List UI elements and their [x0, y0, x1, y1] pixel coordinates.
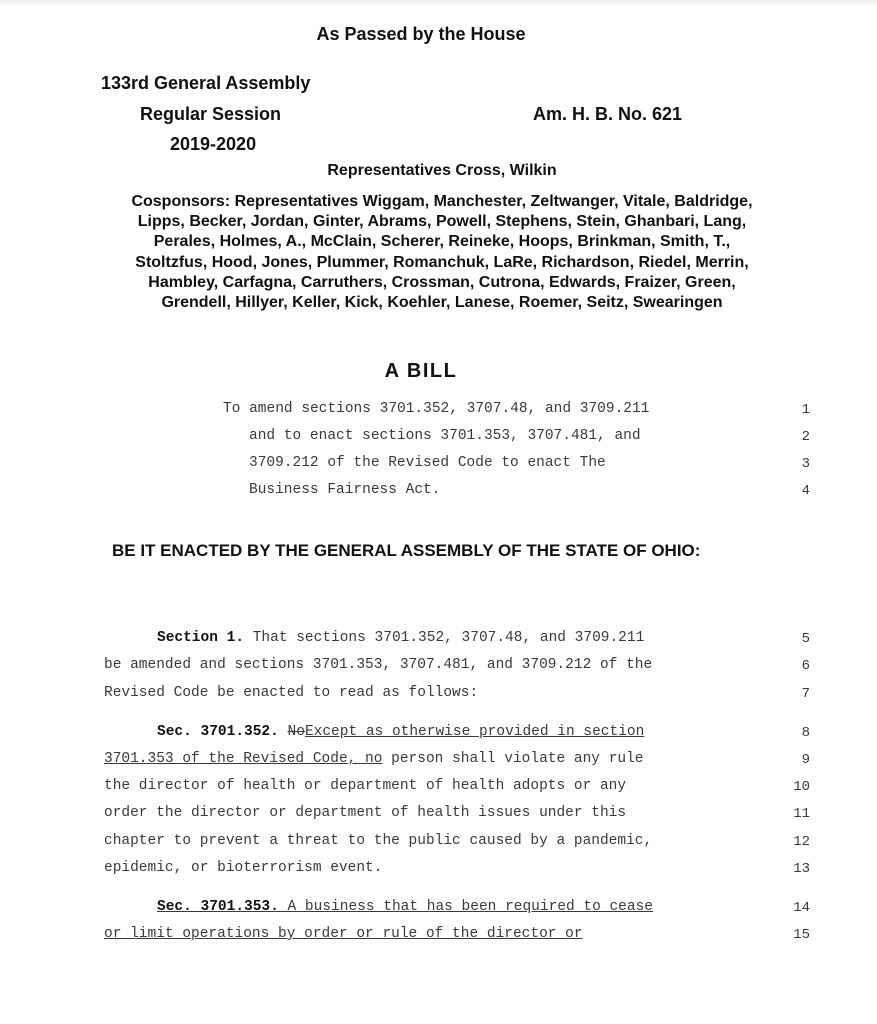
line-number: 5	[801, 631, 810, 647]
line-number: 6	[801, 658, 810, 674]
preamble-line: 3709.212 of the Revised Code to enact The	[249, 455, 606, 471]
section-heading: Section 1.	[157, 630, 245, 646]
struck-text: No	[287, 724, 305, 740]
page-top-edge	[0, 0, 877, 6]
line-number: 12	[793, 834, 810, 850]
sponsors: Representatives Cross, Wilkin	[327, 162, 557, 179]
enacting-clause: BE IT ENACTED BY THE GENERAL ASSEMBLY OF THE STATE OF OHIO:	[112, 541, 701, 560]
cosponsor-line: Perales, Holmes, A., McClain, Scherer, Reineke, Hoops, Brinkman, Smith, T.,	[153, 233, 731, 251]
cosponsor-line: Stoltzfus, Hood, Jones, Plummer, Romanchuk, LaRe, Richardson, Riedel, Merrin,	[135, 253, 749, 271]
line-number: 11	[793, 806, 810, 822]
preamble-line: and to enact sections 3701.353, 3707.481, and	[249, 428, 641, 444]
line-number: 4	[801, 483, 810, 499]
bill-number: Am. H. B. No. 621	[533, 104, 683, 124]
inserted-text: A business that has been required to cease	[278, 899, 653, 915]
line-number: 2	[801, 429, 810, 445]
body-line	[157, 724, 644, 740]
line-number: 1	[801, 402, 810, 418]
line-number: 9	[801, 752, 810, 768]
session-name: Regular Session	[140, 104, 282, 124]
inserted-text: Except as otherwise provided in section	[304, 724, 645, 740]
cosponsor-line: Lipps, Becker, Jordan, Ginter, Abrams, Powell, Stephens, Stein, Ghanbari, Lang,	[137, 213, 747, 231]
body-line	[157, 899, 653, 915]
inserted-text: 3701.353 of the Revised Code, no	[104, 751, 383, 767]
body-line: the director of health or department of health adopts or any	[104, 778, 627, 794]
body-line: be amended and sections 3701.353, 3707.481, and 3709.212 of the	[104, 657, 653, 673]
body-line	[157, 630, 644, 646]
body-line: chapter to prevent a threat to the public caused by a pandemic,	[104, 833, 653, 849]
cosponsors	[100, 192, 784, 313]
body-line: order the director or department of health issues under this	[104, 805, 627, 821]
cosponsor-line: Cosponsors: Representatives Wiggam, Manchester, Zeltwanger, Vitale, Baldridge,	[131, 193, 753, 210]
cosponsor-line: Grendell, Hillyer, Keller, Kick, Koehler, Lanese, Roemer, Seitz, Swearingen	[161, 294, 723, 312]
preamble-line: To amend sections 3701.352, 3707.48, and 3709.211	[223, 401, 650, 417]
line-number: 15	[793, 927, 810, 943]
section-heading: Sec. 3701.353.	[157, 899, 279, 915]
body-text: person shall violate any rule	[382, 751, 644, 767]
bill-title: A BILL	[384, 360, 458, 382]
body-line	[104, 751, 644, 767]
bill-status: As Passed by the House	[316, 24, 526, 44]
body-line: epidemic, or bioterrorism event.	[104, 860, 383, 876]
line-number: 13	[793, 861, 810, 877]
session-years: 2019-2020	[170, 134, 257, 154]
section-heading: Sec. 3701.352.	[157, 724, 279, 740]
general-assembly: 133rd General Assembly	[101, 73, 311, 93]
body-line: or limit operations by order or rule of the director or	[104, 926, 583, 942]
body-text: That sections 3701.352, 3707.48, and 3709.211	[244, 630, 645, 646]
cosponsor-line: Hambley, Carfagna, Carruthers, Crossman, Cutrona, Edwards, Fraizer, Green,	[148, 273, 736, 291]
body-line: Revised Code be enacted to read as follows:	[104, 685, 479, 701]
preamble-line: Business Fairness Act.	[249, 482, 441, 498]
line-number: 3	[801, 456, 810, 472]
line-number: 10	[793, 779, 810, 795]
line-number: 7	[801, 686, 810, 702]
line-number: 14	[793, 900, 810, 916]
line-number: 8	[801, 725, 810, 741]
